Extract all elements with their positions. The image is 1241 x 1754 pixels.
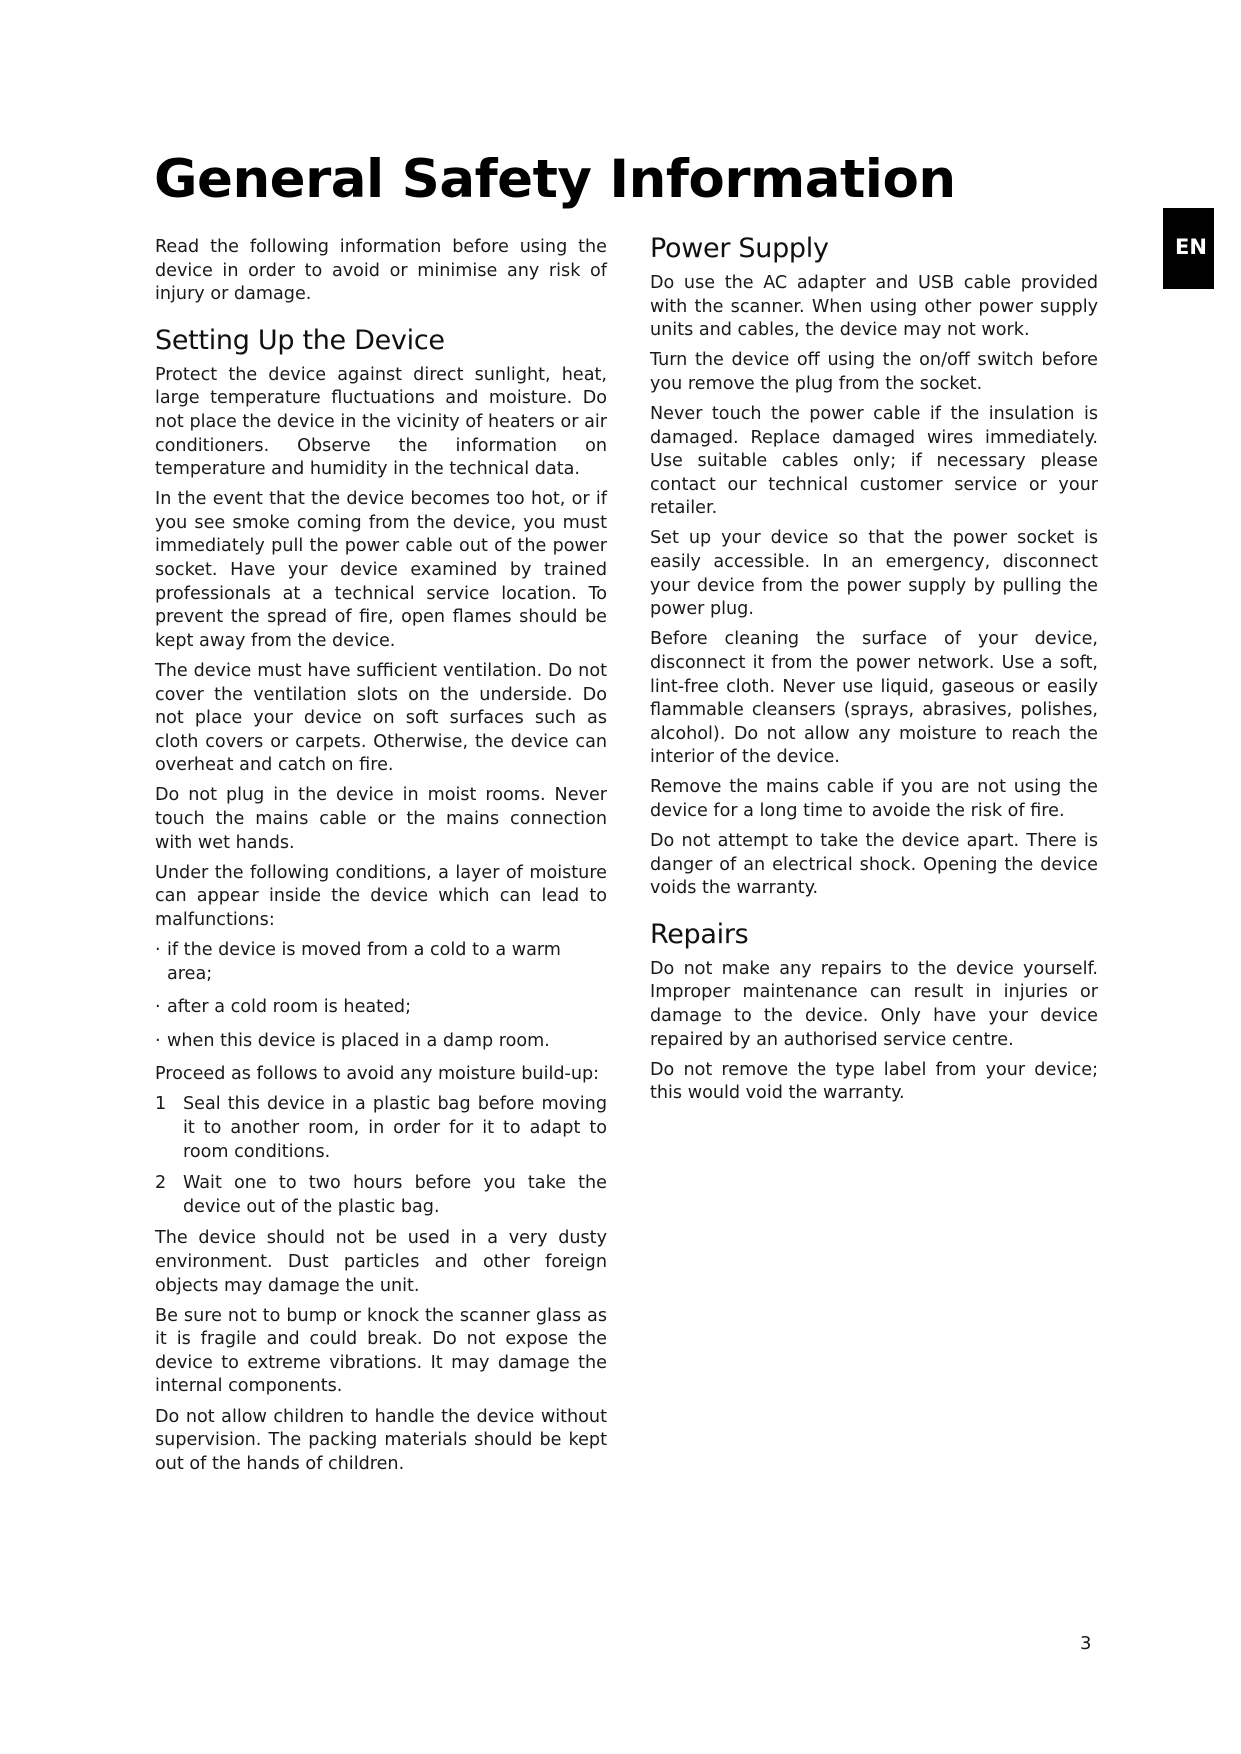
list-item-text: if the device is moved from a cold to a warm area; (167, 939, 561, 984)
section-heading-setup: Setting Up the Device (155, 324, 445, 356)
section-heading-repairs: Repairs (650, 918, 749, 950)
moisture-conditions-list (155, 939, 607, 1053)
body-paragraph: Do not plug in the device in moist rooms. Never touch the mains cable or the mains connection with wet hands. (155, 785, 607, 853)
list-item (155, 1030, 607, 1054)
body-paragraph: Remove the mains cable if you are not using the device for a long time to avoide the risk of fire. (650, 777, 1098, 821)
page-number: 3 (1080, 1633, 1092, 1654)
bullet-marker: · (155, 939, 161, 960)
body-paragraph: Do use the AC adapter and USB cable provided with the scanner. When using other power supply units and cables, the device may not work. (650, 273, 1098, 341)
body-paragraph: Do not allow children to handle the device without supervision. The packing materials should be kept out of the hands of children. (155, 1406, 607, 1474)
body-paragraph: Do not remove the type label from your device; this would void the warranty. (650, 1059, 1098, 1104)
bullet-marker: · (155, 997, 161, 1018)
body-paragraph: Before cleaning the surface of your device, disconnect it from the power network. Use a soft, lint-free cloth. Never use liquid, gaseous or easily flammable cleansers (sprays, abrasives, polishes, alcohol). Do not allow any moisture to reach the interior of the device. (650, 629, 1098, 768)
page-title: General Safety Information (154, 149, 956, 210)
section-heading-power-supply: Power Supply (650, 233, 829, 264)
body-paragraph: Do not make any repairs to the device yourself. Improper maintenance can result in injuries or damage to the device. Only have your device repaired by an authorised service centre. (650, 958, 1098, 1050)
body-paragraph: The device should not be used in a very dusty environment. Dust particles and other foreign objects may damage the unit. (155, 1228, 607, 1296)
step-number: 2 (155, 1173, 167, 1194)
step-item (155, 1172, 607, 1219)
body-paragraph: The device must have sufficient ventilation. Do not cover the ventilation slots on the underside. Do not place your device on soft surfaces such as cloth covers or carpets. Otherwise, the device can overheat and catch on fire. (155, 660, 607, 776)
right-column (650, 232, 1098, 1112)
list-item (155, 939, 607, 986)
body-paragraph: Never touch the power cable if the insulation is damaged. Replace damaged wires immediately. Use suitable cables only; if necessary please contact our technical customer service or your retailer. (650, 403, 1098, 519)
body-paragraph: Protect the device against direct sunlight, heat, large temperature fluctuations and moisture. Do not place the device in the vicinity of heaters or air conditioners. Observe the information on temperature and humidity in the technical data. (155, 364, 607, 480)
step-text: Seal this device in a plastic bag before moving it to another room, in order for it to adapt to room conditions. (183, 1094, 607, 1162)
body-paragraph: Be sure not to bump or knock the scanner glass as it is fragile and could break. Do not expose the device to extreme vibrations. It may damage the internal components. (155, 1305, 607, 1397)
language-tab: EN (1163, 208, 1214, 289)
bullet-marker: · (155, 1030, 161, 1051)
steps-intro: Proceed as follows to avoid any moisture build-up: (155, 1064, 600, 1085)
body-paragraph: In the event that the device becomes too hot, or if you see smoke coming from the device, you must immediately pull the power cable out of the power socket. Have your device examined by trained professionals at a technical service location. To prevent the spread of fire, open flames should be kept away from the device. (155, 489, 607, 651)
body-paragraph: Set up your device so that the power socket is easily accessible. In an emergency, disconnect your device from the power supply by pulling the power plug. (650, 528, 1098, 620)
body-paragraph: Do not attempt to take the device apart. There is danger of an electrical shock. Opening the device voids the warranty. (650, 831, 1098, 899)
intro-paragraph: Read the following information before using the device in order to avoid or minimise any risk of injury or damage. (155, 237, 607, 305)
step-item (155, 1093, 607, 1164)
list-item-text: after a cold room is heated; (167, 997, 412, 1018)
list-item-text: when this device is placed in a damp room. (167, 1030, 550, 1051)
body-paragraph: Turn the device off using the on/off switch before you remove the plug from the socket. (650, 350, 1098, 394)
step-number: 1 (155, 1094, 167, 1115)
body-paragraph: Under the following conditions, a layer of moisture can appear inside the device which can lead to malfunctions: (155, 862, 607, 930)
left-column (155, 236, 607, 1483)
list-item (155, 996, 607, 1020)
moisture-steps-list (155, 1093, 607, 1219)
step-text: Wait one to two hours before you take the device out of the plastic bag. (183, 1173, 607, 1217)
